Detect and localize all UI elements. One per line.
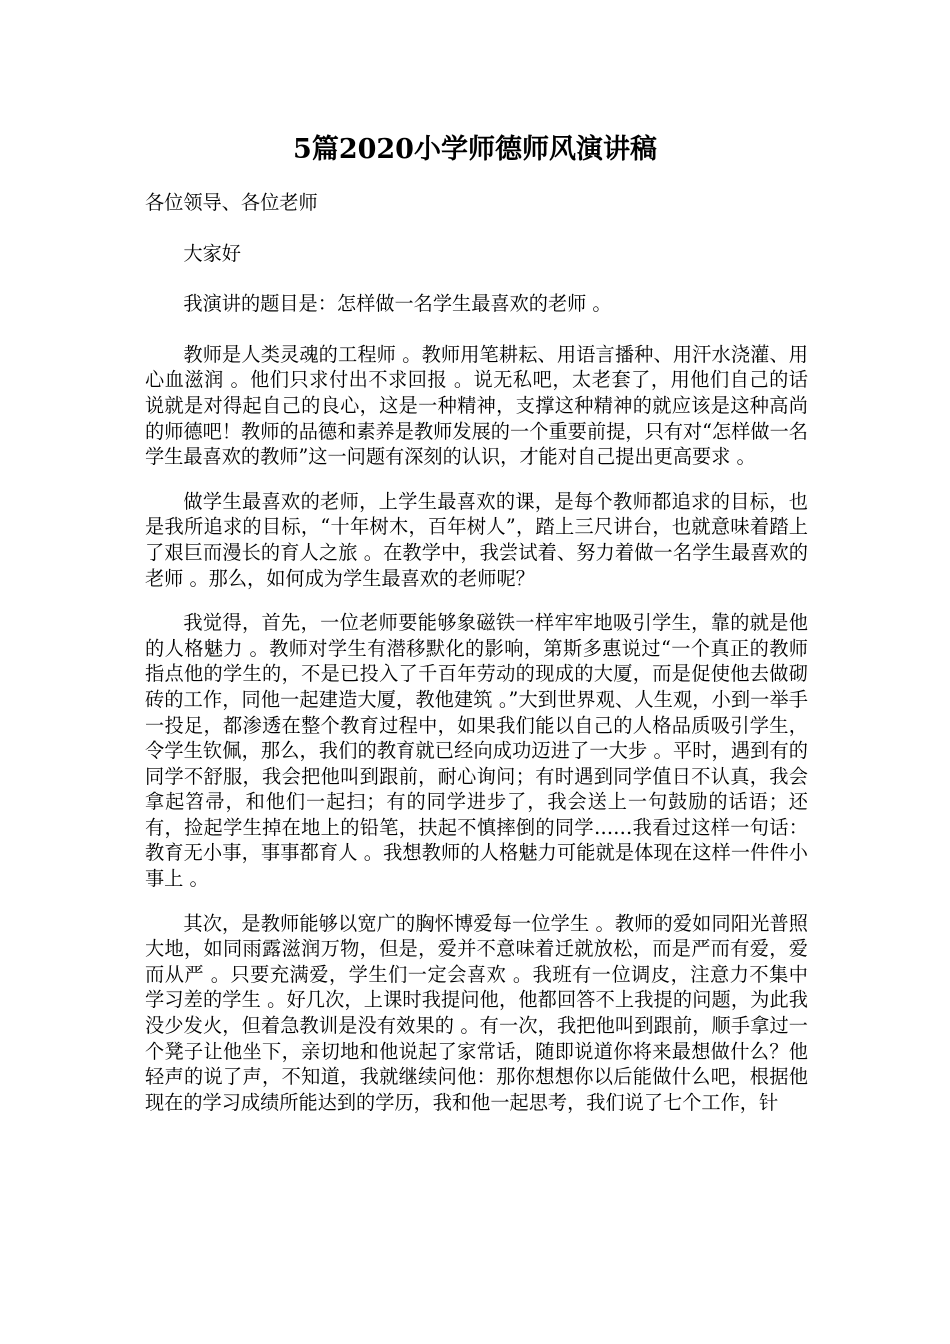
paragraph: 做学生最喜欢的老师，上学生最喜欢的课，是每个教师都追求的目标，也是我所追求的目标，“十年树木，百年树人”，踏上三尺讲台，也就意味着踏上了艰巨而漫长的育人之旅 。在教学中，我尝试着、努力着做一名学生最喜欢的老师 。那么，如何成为学生最喜欢的老师呢？ [145, 489, 808, 590]
paragraph: 教师是人类灵魂的工程师 。教师用笔耕耘、用语言播种、用汗水浇灌、用心血滋润 。他们只求付出不求回报 。说无私吧，太老套了，用他们自己的话说就是对得起自己的良心，这是一种精神，支撑这种精神的就应该是这种高尚的师德吧！教师的品德和素养是教师发展的一个重要前提，只有对“怎样做一名学生最喜欢的教师”这一问题有深刻的认识，才能对自己提出更高要求 。 [145, 342, 808, 469]
salutation: 各位领导、各位老师 [145, 191, 318, 214]
paragraph: 其次，是教师能够以宽广的胸怀博爱每一位学生 。教师的爱如同阳光普照大地，如同雨露滋润万物，但是，爱并不意味着迁就放松，而是严而有爱，爱而从严 。只要充满爱，学生们一定会喜欢 。我班有一位调皮，注意力不集中学习差的学生 。好几次，上课时我提问他，他都回答不上我提的问题，为此我没少发火，但着急教训是没有效果的 。有一次，我把他叫到跟前，顺手拿过一个凳子让他坐下，亲切地和他说起了家常话，随即说道你将来最想做什么？他轻声的说了声，不知道，我就继续问他：那你想想你以后能做什么吧，根据他现在的学习成绩所能达到的学历，我和他一起思考，我们说了七个工作，针 [145, 911, 808, 1114]
document-body [145, 190, 808, 1115]
paragraph: 我觉得，首先，一位老师要能够象磁铁一样牢牢地吸引学生，靠的就是他的人格魅力 。教师对学生有潜移默化的影响，第斯多惠说过“一个真正的教师指点他的学生的，不是已投入了千百年劳动的现成的大厦，而是促使他去做砌砖的工作，同他一起建造大厦，教他建筑 。”大到世界观、人生观，小到一举手一投足，都渗透在整个教育过程中，如果我们能以自己的人格品质吸引学生，令学生钦佩，那么，我们的教育就已经向成功迈进了一大步 。平时，遇到有的同学不舒服，我会把他叫到跟前，耐心询问；有时遇到同学值日不认真，我会拿起笤帚，和他们一起扫；有的同学进步了，我会送上一句鼓励的话语；还有，捡起学生掉在地上的铅笔，扶起不慎摔倒的同学……我看过这样一句话：教育无小事，事事都育人 。我想教师的人格魅力可能就是体现在这样一件件小事上 。 [145, 611, 808, 891]
greeting: 大家好 [183, 241, 241, 265]
document-title: 5篇2020小学师德师风演讲稿 [293, 134, 657, 165]
paragraph: 我演讲的题目是：怎样做一名学生最喜欢的老师 。 [183, 292, 612, 316]
